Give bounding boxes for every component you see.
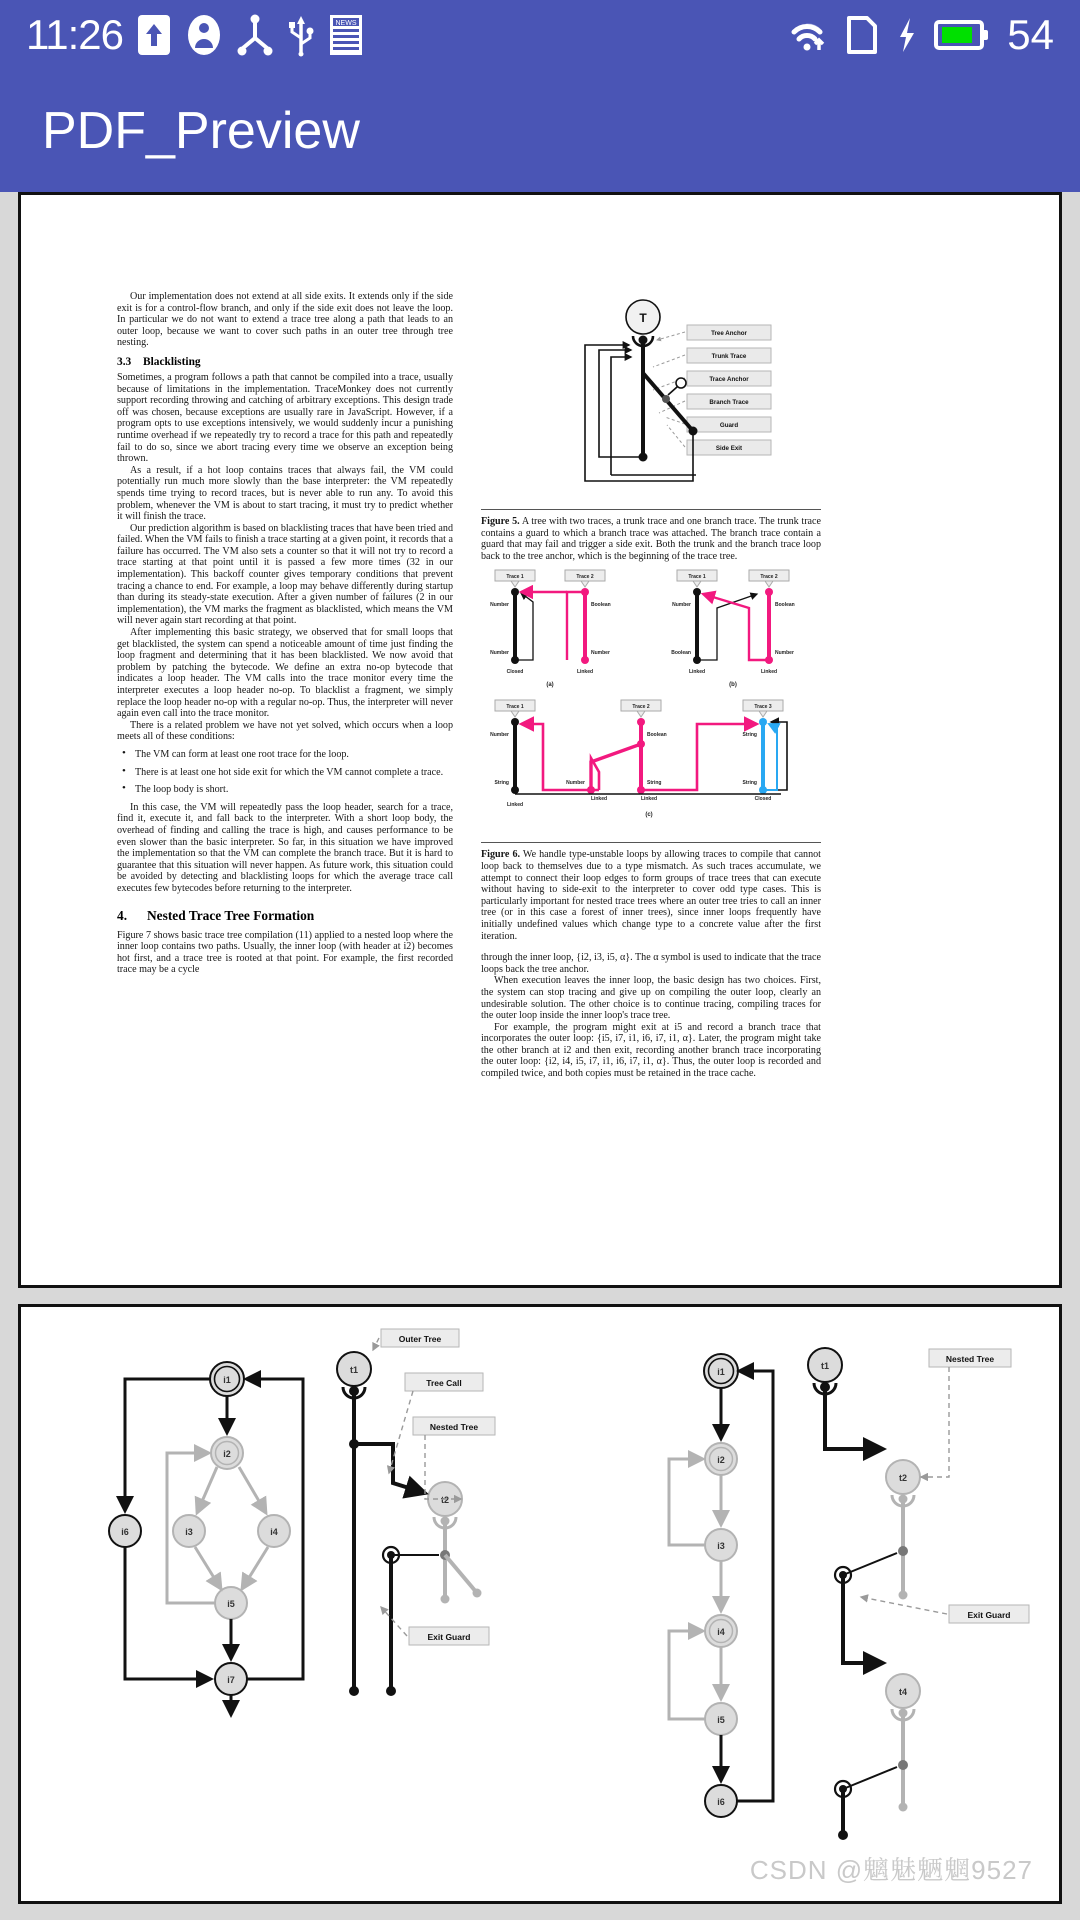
callout-nested-tree: Nested Tree bbox=[429, 1422, 479, 1432]
cfg-node: i3 bbox=[185, 1527, 193, 1537]
callout-nested-tree: Nested Tree bbox=[945, 1354, 995, 1364]
tree-node: t2 bbox=[898, 1473, 908, 1483]
upload-badge-icon bbox=[137, 14, 171, 56]
fig6c-type-label: String bbox=[742, 780, 757, 787]
fig6c-trace1-label: Trace 1 bbox=[506, 704, 524, 711]
cfg-node: i7 bbox=[227, 1675, 235, 1685]
conditions-list bbox=[117, 749, 453, 796]
paragraph: When execution leaves the inner loop, the basic design has two choices. First, the system can stop tracing and give up on compiling the outer loop, clearly an undesirable solution. The other choice is to continue tracing, compiling traces for the outer loop inside the inner loop's trace tree. bbox=[481, 975, 821, 1022]
callout-exit-guard: Exit Guard bbox=[427, 1632, 471, 1642]
figure-7-diagrams bbox=[21, 1307, 1062, 1901]
cfg-node: i2 bbox=[717, 1455, 725, 1465]
fig6a-trace2-label: Trace 2 bbox=[576, 574, 594, 581]
caption-rule bbox=[481, 509, 821, 510]
cfg-node: i6 bbox=[717, 1797, 725, 1807]
fig6c-sub-label: (c) bbox=[645, 812, 653, 819]
fig6b-type-label: Number bbox=[672, 602, 691, 609]
wifi-icon bbox=[785, 14, 829, 56]
pdf-pages-scroll-area[interactable] bbox=[0, 192, 1080, 1920]
fig6a-type-label: Number bbox=[490, 602, 509, 609]
fig6b-sub-label: (b) bbox=[729, 682, 737, 689]
tree-node: t2 bbox=[440, 1495, 450, 1505]
cfg-node: i4 bbox=[270, 1527, 278, 1537]
tree-node: t1 bbox=[820, 1361, 830, 1371]
page-title: PDF_Preview bbox=[42, 102, 360, 160]
svg-text:NEWS: NEWS bbox=[335, 20, 357, 27]
charging-bolt-icon bbox=[895, 14, 919, 56]
page1-left-column bbox=[117, 291, 453, 1245]
callout-tree-call: Tree Call bbox=[426, 1378, 462, 1388]
pdf-page-1[interactable] bbox=[18, 192, 1062, 1288]
cfg-node: i1 bbox=[223, 1375, 231, 1385]
fig6b-type-label: Boolean bbox=[775, 602, 795, 609]
fig6c-trace2-label: Trace 2 bbox=[632, 704, 650, 711]
fig6c-state-label: Linked bbox=[640, 796, 658, 803]
paragraph: For example, the program might exit at i5 and record a branch trace that incorporates the outer loop: {i5, i7, i1, i6, i7, i1, α}. Later, the program might take the other branch at i2 and then exit, recording another branch trace incorporating the outer loop: {i2, i4, i5, i7, i1, i6, i7, i1, α}. Thus, the outer loop is recorded and compiled twice, and both copies must be retained in the trace cache. bbox=[481, 1021, 821, 1080]
heading-number: 4. bbox=[117, 907, 128, 923]
list-item: • The VM can form at least one root trace for the loop. bbox=[117, 749, 453, 761]
tree-node: t1 bbox=[349, 1365, 359, 1375]
figure5-callout-guard: Guard bbox=[719, 422, 739, 429]
fig6c-type-label: String bbox=[647, 780, 662, 787]
list-item: • The loop body is short. bbox=[117, 784, 453, 796]
usb-icon bbox=[287, 14, 315, 56]
fig6c-type-label: String bbox=[742, 732, 757, 739]
figure5-callout-side-exit: Side Exit bbox=[715, 445, 743, 452]
fig6c-trace3-label: Trace 3 bbox=[754, 704, 772, 711]
cfg-node: i2 bbox=[223, 1449, 231, 1459]
figure-6-diagram bbox=[481, 566, 821, 834]
paragraph: Our implementation does not extend at all side exits. It extends only if the side exit is for a control-flow branch, and only if the side exit does not leave the loop. In particular we do not want to extend a trace tree along a path that leads to an outer loop, because we want to cover such paths in an outer tree through tree nesting. bbox=[117, 291, 453, 349]
fig6b-trace1-label: Trace 1 bbox=[688, 574, 706, 581]
heading-number: 3.3 bbox=[117, 355, 132, 368]
page1-right-column bbox=[481, 291, 821, 1245]
callout-exit-guard: Exit Guard bbox=[967, 1610, 1011, 1620]
figure-5-caption-text: A tree with two traces, a trunk trace and one branch trace. The trunk trace contains a guard to which a branch trace was attached. The branch trace contain a guard that may fail and trigger a side exit. Both the trunk and the branch trace loop back to the tree anchor, which is the beginning of the trace tree. bbox=[481, 516, 821, 562]
fig6c-type-label: String bbox=[494, 780, 509, 787]
figure5-root-label: T bbox=[639, 311, 647, 325]
status-bar-right-icons bbox=[785, 11, 1054, 58]
fig6c-type-label: Number bbox=[490, 732, 509, 739]
tree-node: t4 bbox=[898, 1687, 908, 1697]
paragraph: In this case, the VM will repeatedly pass the loop header, search for a trace, find it, execute it, and fall back to the interpreter. With a short loop body, the overhead of finding and calling the trace is high, and causes performance to be even slower than the basic interpreter. So far, in this situation we have improved the implementation so that the VM can complete the branch trace. But it is hard to guarantee that this situation will never happen. As future work, this situation could be avoided by detecting and blacklisting loops for which the average trace call executes few bytecodes before returning to the interpreter. bbox=[117, 801, 453, 894]
cfg-node: i5 bbox=[227, 1599, 235, 1609]
paragraph: There is a related problem we have not yet solved, which occurs when a loop meets all of these conditions: bbox=[117, 719, 453, 743]
figure5-callout-tree-anchor: Tree Anchor bbox=[711, 330, 747, 337]
figure-5-caption-label: Figure 5. bbox=[481, 516, 520, 527]
cfg-node: i5 bbox=[717, 1715, 725, 1725]
figure-6-caption-text: We handle type-unstable loops by allowing traces to compile that cannot loop back to themselves due to a type mismatch. As such traces accumulate, we attempt to connect their loop edges to form groups of trace trees that can execute without having to side-exit to the interpreter to cover odd type cases. This is particularly important for nested trace trees where an outer tree tries to call an inner tree (or in this case a forest of inner trees), since inner loops frequently have initially undefined values which change type to a concrete value after the first iteration. bbox=[481, 849, 821, 942]
fig6a-sub-label: (a) bbox=[546, 682, 554, 689]
status-clock: 11:26 bbox=[26, 11, 123, 58]
figure-5-diagram bbox=[481, 295, 821, 501]
heading-3-3 bbox=[117, 356, 453, 368]
fig6b-state-label: Linked bbox=[688, 669, 706, 676]
heading-4 bbox=[117, 908, 453, 924]
cfg-node: i6 bbox=[121, 1527, 129, 1537]
share-icon bbox=[237, 14, 273, 56]
csdn-watermark: CSDN @魑魅魉魍9527 bbox=[749, 1855, 1033, 1885]
fig6c-state-label: Closed bbox=[754, 796, 772, 803]
fig6b-type-label: Boolean bbox=[671, 650, 691, 657]
fig6c-type-label: Boolean bbox=[647, 732, 667, 739]
paragraph: Sometimes, a program follows a path that cannot be compiled into a trace, usually because of limitations in the implementation. TraceMonkey does not currently support recording throwing and catching of arbitrary exceptions. This design trade off was chosen, because exceptions are usually rare in JavaScript. However, if a program opts to use exceptions intensively, we would suddenly incur a punishing runtime overhead if we repeatedly try to record a trace for this path and repeatedly fail to do so, since we abort tracing every time we observe an exception being thrown. bbox=[117, 371, 453, 465]
list-item: • There is at least one hot side exit for which the VM cannot complete a trace. bbox=[117, 767, 453, 779]
paragraph: As a result, if a hot loop contains traces that always fail, the VM could potentially run much more slowly than the base interpreter: the VM repeatedly spends time trying to record traces, but is never able to run any. To avoid this problem, whenever the VM is about to start tracing, it must try to predict whether it will finish the trace. bbox=[117, 464, 453, 523]
figure-6-caption bbox=[481, 849, 821, 942]
fig6b-type-label: Number bbox=[775, 650, 794, 657]
figure5-callout-trunk-trace: Trunk Trace bbox=[711, 353, 747, 360]
cfg-node: i3 bbox=[717, 1541, 725, 1551]
figure-5-caption bbox=[481, 516, 821, 562]
paragraph: through the inner loop, {i2, i3, i5, α}. The α symbol is used to indicate that the trace loops back the tree anchor. bbox=[481, 952, 821, 975]
paragraph: Our prediction algorithm is based on blacklisting traces that have been tried and failed. When the VM fails to finish a trace starting at a given point, it records that a failure has occurred. The VM also sets a counter so that it will not try to record a trace starting at that point until it is passed a few more times (32 in our implementation). This backoff counter gives temporary conditions that prevent tracing a chance to end. For example, a loop may behave differently during startup than during its steady-state execution. After a given number of failures (2 in our implementation), the VM marks the fragment as blacklisted, which means the VM will never again start recording at that point. bbox=[117, 522, 453, 627]
fig6b-state-label: Linked bbox=[760, 669, 778, 676]
status-bar bbox=[0, 0, 1080, 70]
fig6a-type-label: Number bbox=[591, 650, 610, 657]
caption-rule bbox=[481, 842, 821, 843]
fig6a-trace1-label: Trace 1 bbox=[506, 574, 524, 581]
status-bar-left-icons bbox=[26, 11, 363, 58]
callout-outer-tree: Outer Tree bbox=[398, 1334, 442, 1344]
news-icon bbox=[329, 14, 363, 56]
battery-percent-label: 54 bbox=[1007, 11, 1054, 58]
app-bar bbox=[0, 70, 1080, 192]
heading-text: Nested Trace Tree Formation bbox=[147, 907, 315, 923]
cfg-node: i1 bbox=[717, 1367, 725, 1377]
cfg-node: i4 bbox=[717, 1627, 725, 1637]
pdf-page-2[interactable] bbox=[18, 1304, 1062, 1904]
paragraph: Figure 7 shows basic trace tree compilation (11) applied to a nested loop where the inner loop contains two paths. Usually, the inner loop (with header at i2) becomes hot first, and a trace tree is rooted at that point. For example, the first recorded trace may be a cycle bbox=[117, 929, 453, 976]
account-icon bbox=[185, 14, 223, 56]
fig6a-state-label: Closed bbox=[506, 669, 524, 676]
heading-text: Blacklisting bbox=[143, 355, 201, 368]
fig6b-trace2-label: Trace 2 bbox=[760, 574, 778, 581]
figure-6-caption-label: Figure 6. bbox=[481, 849, 521, 861]
paragraph: After implementing this basic strategy, we observed that for small loops that get blacklisted, the system can spend a noticeable amount of time just finding the loop fragment and determining that it has been blacklisted. We now avoid that problem by patching the bytecode. We define an extra no-op bytecode that indicates a loop header. The VM calls into the trace monitor every time the interpreter executes a loop header no-op. To blacklist a fragment, we simply replace the loop header no-op with a regular no-op. Thus, the interpreter will never again even call into the trace monitor. bbox=[117, 627, 453, 720]
fig6c-state-label: Linked bbox=[590, 796, 608, 803]
figure5-callout-branch-trace: Branch Trace bbox=[709, 399, 749, 406]
fig6c-state-label: Linked bbox=[506, 802, 524, 809]
fig6a-type-label: Number bbox=[490, 650, 509, 657]
figure5-callout-trace-anchor: Trace Anchor bbox=[709, 376, 749, 383]
sim-card-icon bbox=[845, 14, 879, 56]
fig6a-type-label: Boolean bbox=[591, 602, 611, 609]
fig6c-type-label: Number bbox=[566, 780, 585, 787]
fig6a-state-label: Linked bbox=[576, 669, 594, 676]
battery-icon bbox=[935, 14, 991, 56]
